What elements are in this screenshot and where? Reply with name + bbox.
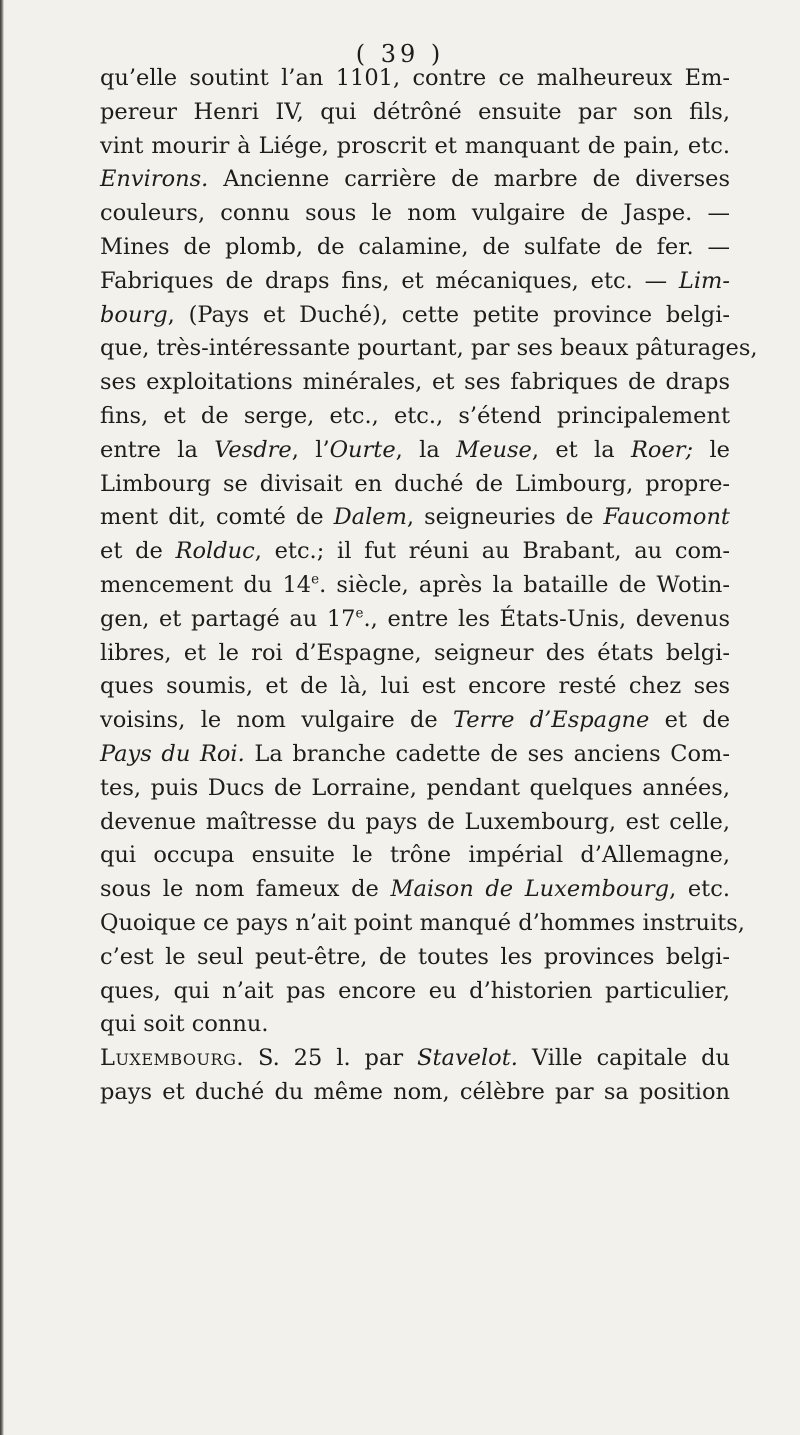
text-line: tes, puis Ducs de Lorraine, pendant quelques années, [100,774,730,801]
text-line: couleurs, connu sous le nom vulgaire de Jaspe. — [100,200,730,227]
text-run: . siècle, après la bataille de Wotin- [319,571,730,598]
text-line: c’est le seul peut-être, de toutes les provinces belgi- [100,943,730,970]
page-edge-shadow [0,0,4,1435]
text-line [100,1042,730,1076]
text-line [100,501,730,535]
page-number: ( 39 ) [355,40,445,68]
body-text [100,62,758,1110]
text-run: , et la [531,436,631,463]
text-run: Fabriques de draps fins, et mécaniques, etc. — [100,267,679,294]
text-run: et de [100,538,176,565]
text-line: pereur Henri IV, qui détrôné ensuite par son fils, [100,98,730,125]
text-run: Ancienne carrière de marbre de diverses [208,166,730,193]
text-line [100,569,730,603]
text-line [100,603,730,637]
text-run: Ville capitale du [517,1045,730,1072]
text-run: voisins, le nom vulgaire de [100,707,454,734]
text-line: que, très-intéressante pourtant, par ses beaux pâturages, [100,335,758,362]
text-run: S. 25 l. par [244,1045,418,1072]
text-line: qui occupa ensuite le trône impérial d’Allemagne, [100,842,730,869]
text-run: ., entre les États-Unis, devenus [363,605,730,632]
text-line: libres, et le roi d’Espagne, seigneur des états belgi- [100,639,730,666]
text-line: Limbourg se divisait en duché de Limbourg, propre- [100,470,730,497]
text-run: , (Pays et Duché), cette petite province belgi- [167,301,730,328]
text-line [100,738,730,772]
text-line: ques, qui n’ait pas encore eu d’historien particulier, [100,977,730,1004]
italic-term: Pays du Roi. [100,740,245,767]
text-run: , seigneuries de [406,504,604,531]
text-line [100,265,730,299]
text-run: , etc.; il fut réuni au Brabant, au com- [254,538,730,565]
text-line: fins, et de serge, etc., etc., s’étend principalement [100,402,730,429]
text-line: qui soit connu. [100,1011,269,1038]
italic-term: Vesdre [214,436,292,463]
italic-term: Roer; [630,436,694,463]
italic-term: Stavelot. [417,1045,518,1072]
italic-term: Meuse [456,436,532,463]
section-heading: Luxembourg. [100,1045,245,1072]
text-run: entre la [100,436,215,463]
text-run: mencement du 14 [100,571,312,598]
superscript: e [355,605,364,622]
text-line [100,163,730,197]
text-run: et de [649,707,731,734]
text-line [100,299,730,333]
text-line [100,704,730,738]
text-line: Quoique ce pays n’ait point manqué d’hommes instruits, [100,909,745,936]
italic-term: Environs. [100,166,209,193]
text-run: , etc. [669,876,730,903]
text-line: ses exploitations minérales, et ses fabriques de draps [100,369,730,396]
text-line: pays et duché du même nom, célèbre par sa position [100,1078,730,1105]
text-run: , l’ [291,436,330,463]
italic-term: Dalem [333,504,407,531]
text-run: sous le nom fameux de [100,876,391,903]
text-line [100,873,730,907]
text-run: gen, et partagé au 17 [100,605,356,632]
italic-term: Rolduc [175,538,255,565]
text-line: Mines de plomb, de calamine, de sulfate de fer. — [100,233,730,260]
text-run: ment dit, comté de [100,504,334,531]
text-line: qu’elle soutint l’an 1101, contre ce malheureux Em- [100,65,730,91]
italic-term: Faucomont [603,504,730,531]
text-run: , la [395,436,457,463]
italic-term: bourg [100,301,168,328]
text-line: vint mourir à Liége, proscrit et manquant de pain, etc. [100,132,730,159]
italic-term: Terre d’Espagne [453,707,650,734]
italic-term: Ourte [329,436,396,463]
text-line [100,535,730,569]
text-run: La branche cadette de ses anciens Com- [244,740,730,767]
italic-term: Lim- [678,267,730,294]
superscript: e [311,571,320,588]
italic-term: Maison de Luxembourg [390,876,670,903]
text-run: le [693,436,730,463]
text-line: devenue maîtresse du pays de Luxembourg, est celle, [100,808,730,835]
text-line [100,434,730,468]
text-line: ques soumis, et de là, lui est encore resté chez ses [100,673,730,700]
